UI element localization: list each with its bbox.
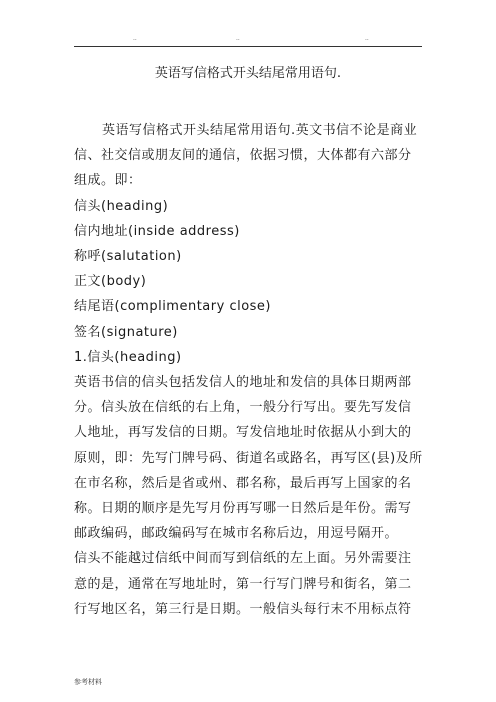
- intro-paragraph: 英语写信格式开头结尾常用语句.英文书信不论是商业信、社交信或朋友间的通信，依据习惯，大体都有六部分组成。即：: [74, 123, 418, 189]
- list-item-signature: 签名(signature): [74, 324, 178, 340]
- list-item-body: 正文(body): [74, 274, 147, 290]
- list-item-complimentary-close: 结尾语(complimentary close): [74, 299, 272, 315]
- paragraph-heading-description: 英语书信的信头包括发信人的地址和发信的具体日期两部分。信头放在信纸的右上角，一般分行写出。要先写发信人地址，再写发信的日期。写发信地址时依据从小到大的原则，即：先写门牌号码、街道名或路名，再写区(县)及所在市名称，然后是省或州、郡名称，最后再写上国家的名称。日期的顺序是先写月份再写哪一日然后是年份。需写邮政编码，邮政编码写在城市名称后边，用逗号隔开。: [74, 375, 423, 542]
- page-footer: 参考材料: [74, 678, 102, 686]
- list-item-inside-address: 信内地址(inside address): [74, 223, 240, 239]
- paragraph-heading-placement: 信头不能越过信纸中间而写到信纸的左上面。另外需要注意的是，通常在写地址时，第一行写门牌号和街名，第二行写地区名，第三行是日期。一般信头每行末不用标点符: [74, 551, 412, 617]
- document-body: [74, 118, 424, 622]
- list-item-salutation: 称呼(salutation): [74, 249, 182, 265]
- section-heading: 1.信头(heading): [74, 349, 182, 365]
- header-mark-left: ..: [133, 35, 137, 42]
- header-mark-center: ..: [236, 35, 240, 42]
- header-rule: [74, 46, 422, 47]
- header-mark-right: ..: [365, 35, 369, 42]
- page-header-marks: [0, 36, 496, 44]
- list-item-heading: 信头(heading): [74, 198, 169, 214]
- document-title: 英语写信格式开头结尾常用语句.: [154, 66, 342, 81]
